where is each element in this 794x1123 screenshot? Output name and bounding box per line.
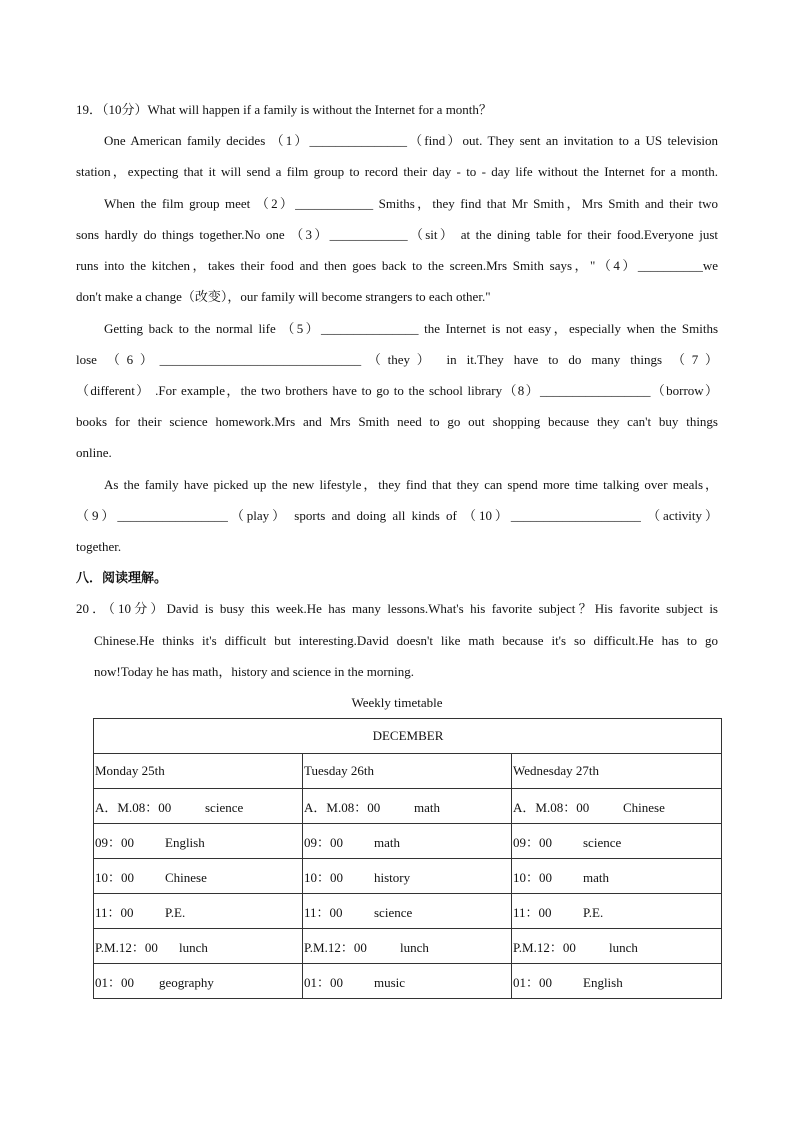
cell-subject: P.E. xyxy=(583,904,604,920)
month-header: DECEMBER xyxy=(94,719,722,754)
cell-subject: math xyxy=(583,869,609,885)
table-cell xyxy=(94,789,303,824)
table-cell xyxy=(303,859,512,894)
day-header: Tuesday 26th xyxy=(303,754,512,789)
q19-line-6: don't make a change（改变），our family will become strangers to each other." xyxy=(76,289,491,304)
cell-time: 09：00 xyxy=(95,834,135,850)
cell-subject: lunch xyxy=(609,939,638,955)
cell-subject: Chinese xyxy=(623,799,665,815)
table-cell xyxy=(512,789,722,824)
table-cell xyxy=(303,824,512,859)
cell-time: 11：00 xyxy=(304,904,343,920)
cell-time: A．M.08：00 xyxy=(513,799,590,815)
q19-line-9: （different） .For example，the two brothers have to go to the school library（8）_________________（borrow） xyxy=(76,383,718,398)
cell-subject: music xyxy=(374,974,406,990)
q19-line-7: Getting back to the normal life （5）_______________ the Internet is not easy，especially when the Smiths xyxy=(104,321,718,336)
q20-line-2: Chinese.He thinks it's difficult but interesting.David doesn't like math because it's so difficult.He has to go xyxy=(94,633,718,648)
cell-time: A．M.08：00 xyxy=(304,799,381,815)
table-cell xyxy=(512,894,722,929)
cell-time: P.M.12：00 xyxy=(95,939,158,955)
cell-subject: science xyxy=(583,834,622,850)
q19-line-2: station，expecting that it will send a film group to record their day - to - day life without the Internet for a month. xyxy=(76,164,718,179)
q19-line-14: together. xyxy=(76,539,122,554)
cell-subject: English xyxy=(165,834,205,850)
section-title: 八．阅读理解。 xyxy=(76,570,168,585)
cell-subject: lunch xyxy=(400,939,429,955)
q19-line-1: One American family decides （1）_______________（find）out. They sent an invitation to a US television xyxy=(104,133,718,148)
cell-subject: math xyxy=(414,799,440,815)
table-row xyxy=(94,719,722,754)
table-cell xyxy=(303,929,512,964)
cell-subject: geography xyxy=(159,974,214,990)
day-header: Wednesday 27th xyxy=(512,754,722,789)
table-cell xyxy=(512,929,722,964)
table-cell xyxy=(303,964,512,999)
cell-subject: history xyxy=(374,869,411,885)
question-19-heading: 19．（10分）What will happen if a family is without the Internet for a month？ xyxy=(76,102,492,117)
table-cell xyxy=(512,964,722,999)
cell-time: 10：00 xyxy=(95,869,135,885)
table-cell xyxy=(303,894,512,929)
table-cell xyxy=(94,824,303,859)
q19-line-13: （9）_________________（play） sports and doing all kinds of （10）____________________ （activity） xyxy=(76,508,718,523)
cell-time: 01：00 xyxy=(95,974,135,990)
table-cell xyxy=(512,859,722,894)
table-row xyxy=(94,789,722,824)
cell-subject: Chinese xyxy=(165,869,207,885)
table-row xyxy=(94,964,722,999)
q19-line-8: lose （6）_______________________________（they） in it.They have to do many things （7） xyxy=(76,352,718,367)
cell-time: 11：00 xyxy=(513,904,552,920)
q19-line-5: runs into the kitchen，takes their food and then goes back to the screen.Mrs Smith says，"（4）__________we xyxy=(76,258,718,273)
cell-time: 01：00 xyxy=(513,974,553,990)
cell-time: A．M.08：00 xyxy=(95,799,172,815)
cell-time: 10：00 xyxy=(304,869,344,885)
q20-line-3: now!Today he has math，history and science in the morning. xyxy=(94,664,415,679)
q19-line-10: books for their science homework.Mrs and Mrs Smith need to go out shopping because they can't buy things xyxy=(76,414,718,429)
table-cell xyxy=(512,824,722,859)
cell-time: 10：00 xyxy=(513,869,553,885)
cell-time: 01：00 xyxy=(304,974,344,990)
cell-subject: math xyxy=(374,834,400,850)
cell-subject: science xyxy=(205,799,244,815)
table-cell xyxy=(94,859,303,894)
q20-line-1: 20．（10分）David is busy this week.He has many lessons.What's his favorite subject？His favorite subject is xyxy=(76,601,718,616)
table-row xyxy=(94,929,722,964)
cell-time: P.M.12：00 xyxy=(513,939,576,955)
table-cell xyxy=(94,964,303,999)
table-row xyxy=(94,859,722,894)
cell-subject: English xyxy=(583,974,623,990)
cell-time: P.M.12：00 xyxy=(304,939,367,955)
cell-subject: lunch xyxy=(179,939,208,955)
q19-line-4: sons hardly do things together.No one （3）____________（sit） at the dining table for their food.Everyone just xyxy=(76,227,718,242)
weekly-timetable xyxy=(93,718,722,999)
day-header: Monday 25th xyxy=(94,754,303,789)
table-cell xyxy=(303,789,512,824)
table-row xyxy=(94,824,722,859)
table-caption: Weekly timetable xyxy=(351,695,443,710)
table-row xyxy=(94,754,722,789)
cell-subject: science xyxy=(374,904,413,920)
table-row xyxy=(94,894,722,929)
table-cell xyxy=(94,929,303,964)
q19-line-11: online. xyxy=(76,445,112,460)
q19-line-3: When the film group meet （2）____________ Smiths，they find that Mr Smith，Mrs Smith and their two xyxy=(104,196,718,211)
cell-subject: P.E. xyxy=(165,904,186,920)
table-cell xyxy=(94,894,303,929)
cell-time: 09：00 xyxy=(304,834,344,850)
cell-time: 09：00 xyxy=(513,834,553,850)
q19-line-12: As the family have picked up the new lifestyle，they find that they can spend more time talking over meals， xyxy=(104,477,718,492)
cell-time: 11：00 xyxy=(95,904,134,920)
